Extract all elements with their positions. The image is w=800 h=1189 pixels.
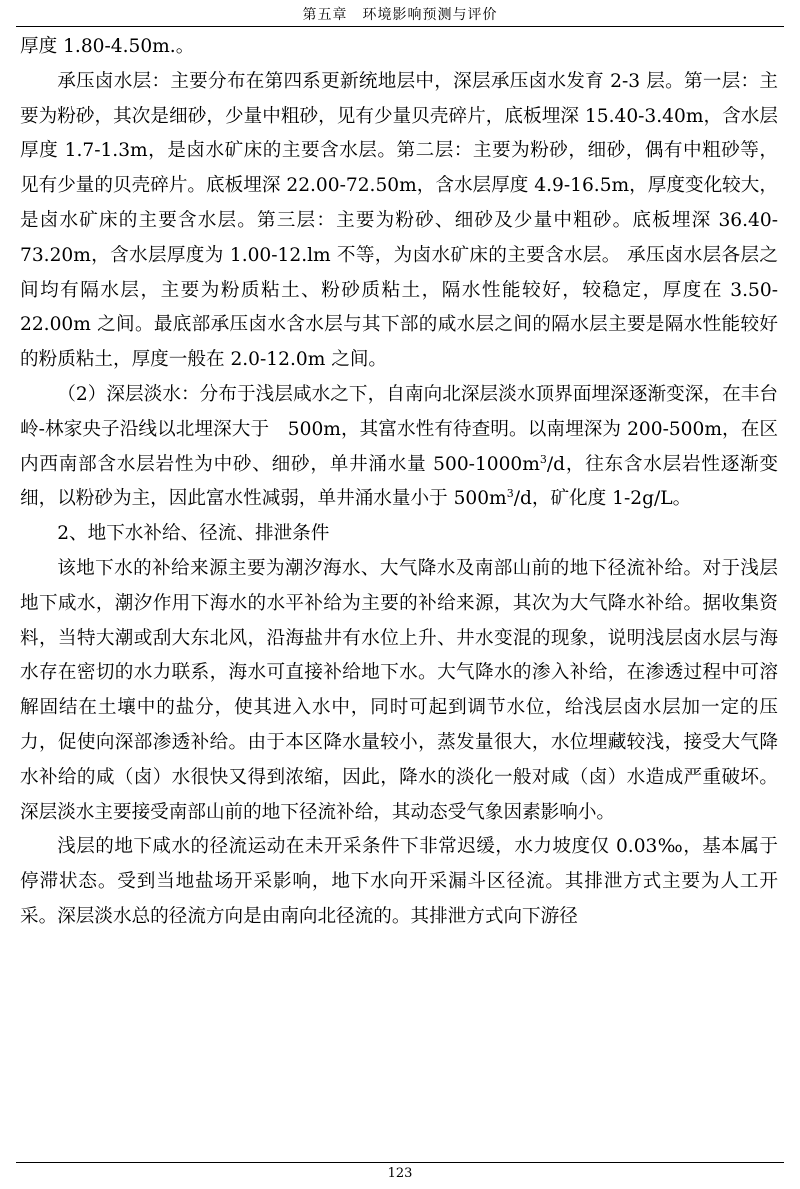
paragraph-recharge: 该地下水的补给来源主要为潮汐海水、大气降水及南部山前的地下径流补给。对于浅层地下咸水，潮汐作用下海水的水平补给为主要的补给来源，其次为大气降水补给。据收集资料，当特大潮或刮大东北风，沿海盐井有水位上升、井水变混的现象，说明浅层卤水层与海水存在密切的水力联系，海水可直接补给地下水。大气降水的渗入补给，在渗透过程中可溶解固结在土壤中的盐分，使其进入水中，同时可起到调节水位，给浅层卤水层加一定的压力，促使向深部渗透补给。由于本区降水量较小，蒸发量很大，水位埋藏较浅，接受大气降水补给的咸（卤）水很快又得到浓缩，因此，降水的淡化一般对咸（卤）水造成严重破坏。深层淡水主要接受南部山前的地下径流补给，其动态受气象因素影响小。 bbox=[20, 557, 778, 823]
paragraph-confined-brine: 承压卤水层：主要分布在第四系更新统地层中，深层承压卤水发育 2-3 层。第一层：主要为粉砂，其次是细砂，少量中粗砂，见有少量贝壳碎片，底板埋深 15.40-3.40m，含水层厚度 1.7-1.3m，是卤水矿床的主要含水层。第二层：主要为粉砂，细砂，偶有中粗砂等，见有少量的贝壳碎片。底板埋深 22.00-72.50m，含水层厚度 4.9-16.5m，厚度变化较大，是卤水矿床的主要含水层。第三层：主要为粉砂、细砂及少量中粗砂。底板埋深 36.40-73.20m，含水层厚度为 1.00-12.lm 不等，为卤水矿床的主要含水层。 承压卤水层各层之间均有隔水层，主要为粉质粘土、粉砂质粘土，隔水性能较好，较稳定，厚度在 3.50-22.00m 之间。最底部承压卤水含水层与其下部的咸水层之间的隔水层主要是隔水性能较好的粉质粘土，厚度一般在 2.0-12.0m 之间。 bbox=[20, 70, 778, 371]
text-segment: （2）深层淡水：分布于浅层咸水之下，自南向北深层淡水顶界面埋深逐渐变深，在丰台岭-林家央子沿线以北埋深大于 500m，其富水性有待查明。以南埋深为 200-500m，在区内西南部含水层岩性为中砂、细砂，单井涌水量 500-1000m bbox=[20, 383, 778, 475]
superscript: 3 bbox=[539, 452, 547, 466]
chapter-title: 第五章 环境影响预测与评价 bbox=[302, 7, 498, 23]
text-segment: /d，矿化度 1-2g/L。 bbox=[513, 488, 692, 510]
superscript: 3 bbox=[506, 487, 514, 501]
paragraph-continuation: 厚度 1.80-4.50m.。 bbox=[20, 36, 195, 57]
page-number: 123 bbox=[387, 1166, 413, 1181]
footer-divider bbox=[16, 1162, 784, 1163]
paragraph-runoff: 浅层的地下咸水的径流运动在未开采条件下非常迟缓，水力坡度仅 0.03‰，基本属于停滞状态。受到当地盐场开采影响，地下水向开采漏斗区径流。其排泄方式主要为人工开采。深层淡水总的径流方向是由南向北径流的。其排泄方式向下游径 bbox=[20, 836, 778, 927]
page-header bbox=[16, 4, 784, 27]
paragraph-deep-freshwater bbox=[20, 378, 778, 517]
text-segment: /d，往东含水层岩性逐渐变细，以粉砂为主，因此富水性减弱，单井涌水量小于 500m bbox=[20, 453, 779, 510]
page-body bbox=[20, 30, 778, 935]
section-heading: 2、地下水补给、径流、排泄条件 bbox=[57, 523, 330, 545]
